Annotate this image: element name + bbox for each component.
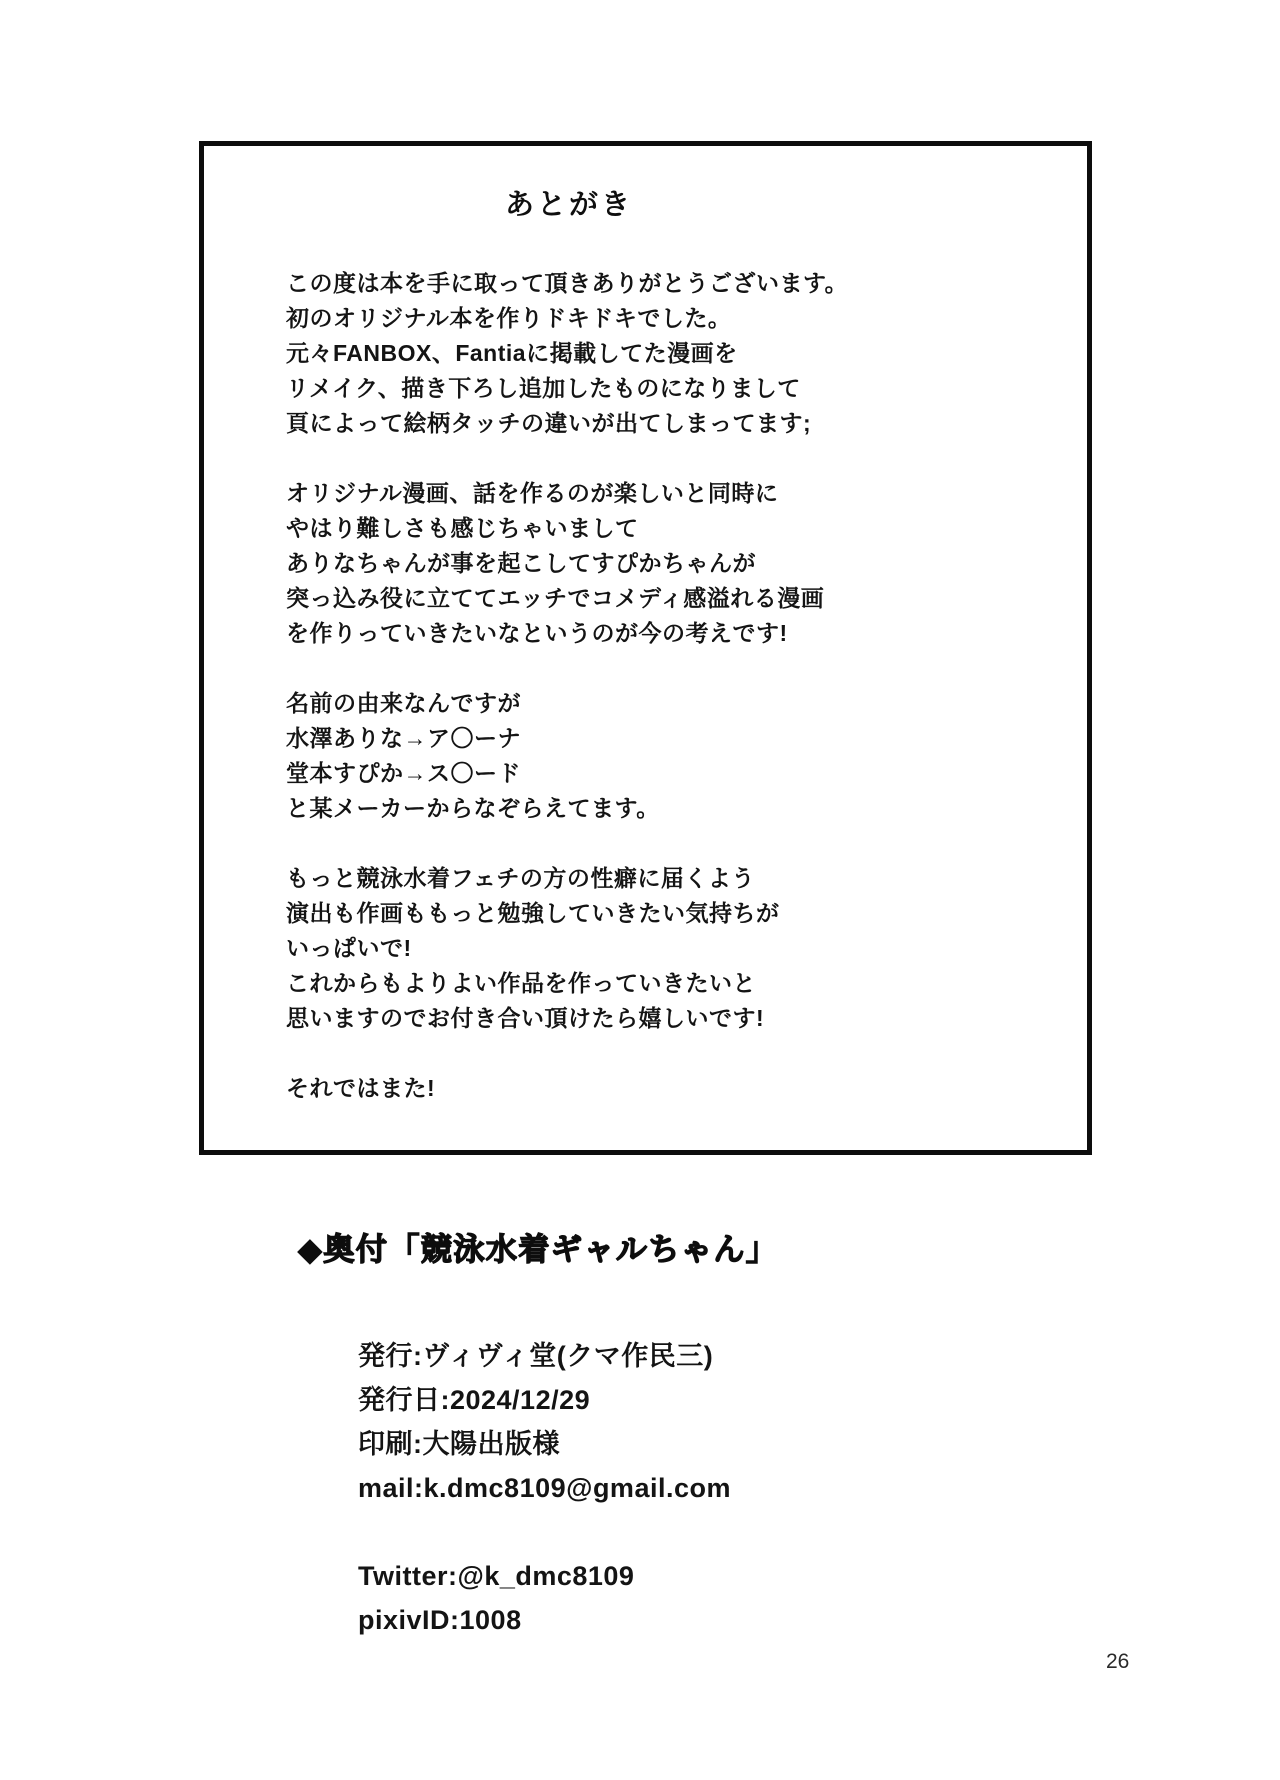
- colophon-line: Twitter:@k_dmc8109: [358, 1561, 635, 1591]
- colophon-heading: ◆奥付「競泳水着ギャルちゃん」: [298, 1232, 779, 1267]
- afterword-line: 思いますのでお付き合い頂けたら嬉しいです!: [286, 1005, 765, 1031]
- afterword-line: 頁によって絵柄タッチの違いが出てしまってます;: [286, 410, 812, 436]
- afterword-line: 堂本すぴか→ス〇ード: [286, 760, 521, 786]
- colophon-line: 発行:ヴィヴィ堂(クマ作民三): [358, 1341, 714, 1371]
- colophon-line: [358, 1510, 731, 1554]
- afterword-line: これからもよりよい作品を作っていきたいと: [286, 970, 756, 996]
- afterword-line: 演出も作画ももっと勉強していきたい気持ちが: [286, 900, 780, 926]
- colophon-details: [358, 1334, 731, 1642]
- page-number: 26: [1106, 1650, 1130, 1673]
- afterword-line: [286, 1036, 1087, 1071]
- afterword-line: [286, 826, 1087, 861]
- afterword-title: あとがき: [504, 189, 633, 221]
- afterword-line: この度は本を手に取って頂きありがとうございます。: [286, 270, 849, 296]
- afterword-content: [204, 146, 1087, 1106]
- afterword-box: [199, 141, 1092, 1155]
- afterword-line: オリジナル漫画、話を作るのが楽しいと同時に: [286, 480, 779, 506]
- afterword-line: [286, 651, 1087, 686]
- afterword-line: 突っ込み役に立ててエッチでコメディ感溢れる漫画: [286, 585, 825, 611]
- afterword-line: もっと競泳水着フェチの方の性癖に届くよう: [286, 865, 755, 891]
- afterword-line: を作りっていきたいなというのが今の考えです!: [286, 620, 788, 646]
- afterword-line: 水澤ありな→ア〇ーナ: [286, 725, 521, 751]
- colophon-line: 印刷:大陽出版様: [358, 1429, 560, 1459]
- afterword-line: やはり難しさも感じちゃいまして: [286, 515, 639, 541]
- afterword-line: 初のオリジナル本を作りドキドキでした。: [286, 305, 732, 331]
- afterword-line: いっぱいで!: [286, 935, 412, 961]
- colophon-line: mail:k.dmc8109@gmail.com: [358, 1473, 731, 1503]
- colophon-line: pixivID:1008: [358, 1605, 522, 1635]
- afterword-line: 名前の由来なんですが: [286, 690, 521, 716]
- afterword-line: [286, 441, 1087, 476]
- afterword-body: [286, 266, 1087, 1106]
- afterword-line: リメイク、描き下ろし追加したものになりまして: [286, 375, 801, 401]
- afterword-line: と某メーカーからなぞらえてます。: [286, 795, 660, 821]
- afterword-line: それではまた!: [286, 1075, 436, 1101]
- afterword-line: 元々FANBOX、Fantiaに掲載してた漫画を: [286, 340, 738, 366]
- afterword-line: ありなちゃんが事を起こしてすぴかちゃんが: [286, 550, 756, 576]
- colophon-line: 発行日:2024/12/29: [358, 1385, 591, 1415]
